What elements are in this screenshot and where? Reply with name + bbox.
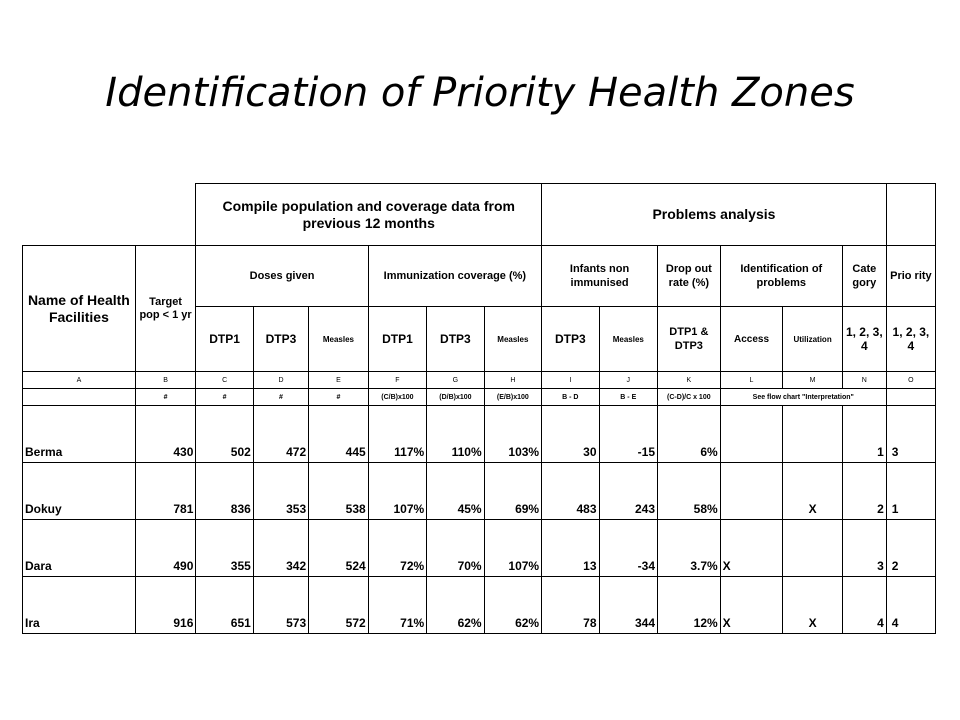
doses-measles: 538	[309, 463, 369, 520]
coverage-measles: 103%	[484, 406, 541, 463]
access-mark: X	[720, 577, 783, 634]
letter-g: G	[427, 372, 484, 389]
priority-header: Prio rity	[886, 246, 935, 307]
sub-utilization: Utilization	[783, 307, 843, 372]
facility-name: Dara	[23, 520, 136, 577]
coverage-dtp3: 45%	[427, 463, 484, 520]
facility-name: Dokuy	[23, 463, 136, 520]
doses-measles: 524	[309, 520, 369, 577]
dropout-rate: 12%	[658, 577, 721, 634]
priority-value: 3	[886, 406, 935, 463]
formula-f: (C/B)x100	[368, 389, 426, 406]
letter-o: O	[886, 372, 935, 389]
sub-priority-values: 1, 2, 3, 4	[886, 307, 935, 372]
nonimm-measles: 344	[599, 577, 657, 634]
priority-zones-table	[22, 183, 936, 634]
access-mark	[720, 406, 783, 463]
doses-dtp3: 472	[253, 406, 308, 463]
formula-lmn: See flow chart "Interpretation"	[720, 389, 886, 406]
target-pop: 490	[135, 520, 196, 577]
letter-k: K	[658, 372, 721, 389]
letter-h: H	[484, 372, 541, 389]
target-pop: 916	[135, 577, 196, 634]
nonimm-dtp3: 13	[542, 520, 599, 577]
nonimm-measles: -34	[599, 520, 657, 577]
sub-cov-dtp1: DTP1	[368, 307, 426, 372]
facility-name: Ira	[23, 577, 136, 634]
nonimm-measles: -15	[599, 406, 657, 463]
coverage-header: Immunization coverage (%)	[368, 246, 541, 307]
sub-category-values: 1, 2, 3, 4	[842, 307, 886, 372]
identification-header: Identification of problems	[720, 246, 842, 307]
letter-b: B	[135, 372, 196, 389]
coverage-dtp1: 107%	[368, 463, 426, 520]
utilization-mark	[783, 406, 843, 463]
utilization-mark: X	[783, 577, 843, 634]
table-row	[23, 463, 936, 520]
formula-k: (C-D)/C x 100	[658, 389, 721, 406]
sub-non-dtp3: DTP3	[542, 307, 599, 372]
access-mark	[720, 463, 783, 520]
formula-i: B - D	[542, 389, 599, 406]
problems-header: Problems analysis	[542, 184, 887, 246]
target-pop: 781	[135, 463, 196, 520]
formula-j: B - E	[599, 389, 657, 406]
coverage-dtp1: 71%	[368, 577, 426, 634]
coverage-dtp3: 70%	[427, 520, 484, 577]
target-header: Target pop < 1 yr	[135, 246, 196, 372]
table-row	[23, 577, 936, 634]
nonimm-dtp3: 30	[542, 406, 599, 463]
doses-measles: 572	[309, 577, 369, 634]
priority-value: 2	[886, 520, 935, 577]
dropout-rate: 58%	[658, 463, 721, 520]
coverage-dtp3: 62%	[427, 577, 484, 634]
access-mark: X	[720, 520, 783, 577]
coverage-dtp3: 110%	[427, 406, 484, 463]
category-header: Cate gory	[842, 246, 886, 307]
sub-access: Access	[720, 307, 783, 372]
doses-dtp1: 355	[196, 520, 253, 577]
nonimm-dtp3: 483	[542, 463, 599, 520]
doses-dtp1: 836	[196, 463, 253, 520]
utilization-mark: X	[783, 463, 843, 520]
coverage-measles: 107%	[484, 520, 541, 577]
facility-name: Berma	[23, 406, 136, 463]
page-title: Identification of Priority Health Zones	[105, 70, 855, 116]
doses-header: Doses given	[196, 246, 368, 307]
letter-a: A	[23, 372, 136, 389]
table-row	[23, 520, 936, 577]
letter-e: E	[309, 372, 369, 389]
coverage-measles: 62%	[484, 577, 541, 634]
doses-dtp3: 353	[253, 463, 308, 520]
name-header: Name of Health Facilities	[23, 246, 136, 372]
target-pop: 430	[135, 406, 196, 463]
doses-dtp1: 651	[196, 577, 253, 634]
category-value: 1	[842, 406, 886, 463]
category-value: 4	[842, 577, 886, 634]
formula-e: #	[309, 389, 369, 406]
utilization-mark	[783, 520, 843, 577]
doses-dtp1: 502	[196, 406, 253, 463]
letter-i: I	[542, 372, 599, 389]
nonimm-header: Infants non immunised	[542, 246, 658, 307]
formula-a	[23, 389, 136, 406]
formula-c: #	[196, 389, 253, 406]
sub-dtp3: DTP3	[253, 307, 308, 372]
category-value: 2	[842, 463, 886, 520]
dropout-rate: 6%	[658, 406, 721, 463]
sub-non-measles: Measles	[599, 307, 657, 372]
coverage-dtp1: 72%	[368, 520, 426, 577]
formulas-row	[23, 389, 936, 406]
doses-dtp3: 573	[253, 577, 308, 634]
formula-b: #	[135, 389, 196, 406]
letter-c: C	[196, 372, 253, 389]
letters-row	[23, 372, 936, 389]
header-row-1	[23, 184, 936, 246]
header-row-2	[23, 246, 936, 307]
category-value: 3	[842, 520, 886, 577]
compile-header: Compile population and coverage data from previous 12 months	[196, 184, 542, 246]
formula-d: #	[253, 389, 308, 406]
letter-f: F	[368, 372, 426, 389]
letter-d: D	[253, 372, 308, 389]
dropout-header: Drop out rate (%)	[658, 246, 721, 307]
blank-priority-top	[886, 184, 935, 246]
doses-dtp3: 342	[253, 520, 308, 577]
doses-measles: 445	[309, 406, 369, 463]
nonimm-measles: 243	[599, 463, 657, 520]
formula-o	[886, 389, 935, 406]
priority-value: 4	[886, 577, 935, 634]
sub-cov-measles: Measles	[484, 307, 541, 372]
letter-n: N	[842, 372, 886, 389]
sub-dtp1-dtp3: DTP1 & DTP3	[658, 307, 721, 372]
nonimm-dtp3: 78	[542, 577, 599, 634]
sub-measles: Measles	[309, 307, 369, 372]
dropout-rate: 3.7%	[658, 520, 721, 577]
formula-g: (D/B)x100	[427, 389, 484, 406]
letter-j: J	[599, 372, 657, 389]
formula-h: (E/B)x100	[484, 389, 541, 406]
sub-cov-dtp3: DTP3	[427, 307, 484, 372]
blank-corner	[23, 184, 196, 246]
letter-l: L	[720, 372, 783, 389]
table-row	[23, 406, 936, 463]
priority-value: 1	[886, 463, 935, 520]
sub-dtp1: DTP1	[196, 307, 253, 372]
coverage-measles: 69%	[484, 463, 541, 520]
coverage-dtp1: 117%	[368, 406, 426, 463]
letter-m: M	[783, 372, 843, 389]
